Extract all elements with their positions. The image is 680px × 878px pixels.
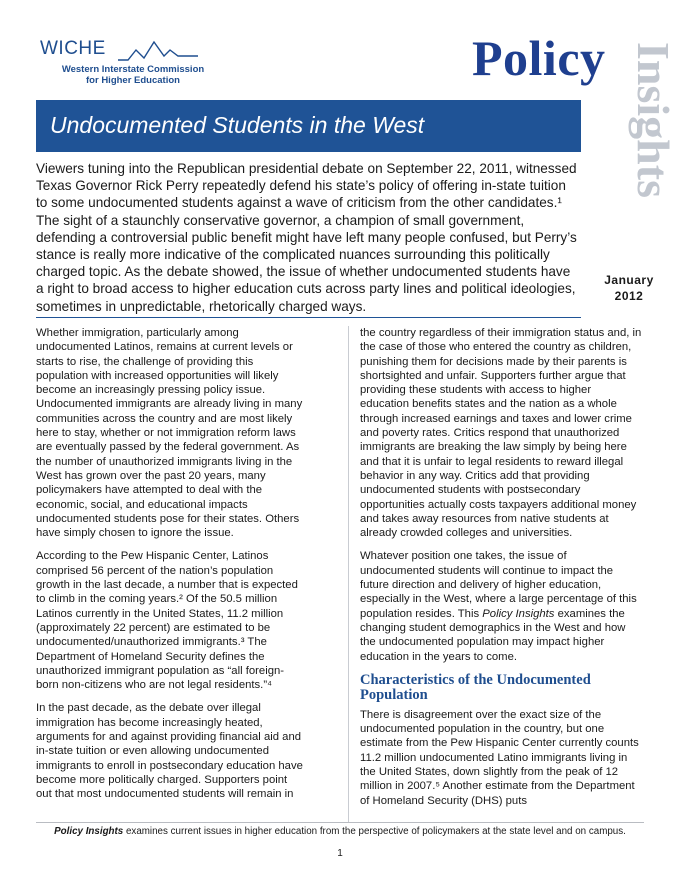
text-run: Whatever position one takes, the issue of undocumented students will continue to impact the future direction and delivery of higher education, especially in the West, where a large percentage of this population resides. This [360, 550, 637, 620]
logo-line2: for Higher Education [86, 75, 180, 86]
logo-wordmark: WICHE [40, 38, 106, 59]
footer-lead: Policy Insights [54, 826, 124, 837]
mountains-icon [118, 38, 198, 64]
logo-line1: Western Interstate Commission [61, 64, 205, 75]
masthead-insights [626, 42, 680, 262]
section-heading: Characteristics of the Undocumented Population [360, 671, 591, 704]
footer-note [36, 826, 644, 838]
body-paragraph: In the past decade, as the debate over illegal immigration has become increasingly heated, arguments for and against providing financial aid and in-state tuition or even allowing undocumented immigrants to enroll in postsecondary education have become more politically charged. Supporters point out that most undocumented students will remain in [36, 702, 303, 801]
issue-date [596, 272, 662, 304]
column-divider [348, 326, 349, 822]
body-paragraph: Whether immigration, particularly among undocumented Latinos, remains at current levels or starts to rise, the challenge of providing this population with increased opportunities will likely become an increasingly pressing policy issue. Undocumented immigrants are already living in many communities across the country and are most likely here to stay, whether or not immigration reform laws are eventually passed by the federal government. As the number of unauthorized immigrants living in the West has grown over the past 20 years, many policymakers have attempted to deal with the economic, social, and educational impacts undocumented students pose for their states. Others have simply chosen to ignore the issue. [36, 327, 303, 540]
left-column [36, 326, 306, 811]
intro-paragraph: Viewers tuning into the Republican presidential debate on September 22, 2011, witnessed Texas Governor Rick Perry repeatedly defend his state’s policy of offering in-state tuition to some undocumented students against a wave of criticism from the other candidates.¹ The sight of a staunchly conservative governor, a champion of small government, defending a controversial public benefit might have left many people confused, but Perry’s stance is really more indicative of the complicated nuances surrounding this politically charged topic. As the debate showed, the issue of whether undocumented students have a right to broad access to higher education cuts across party lines and political ideologies, sometimes in unpredictable, rhetorically charged ways. [36, 161, 577, 314]
publication-name: Policy Insights [482, 607, 555, 620]
logo-subtitle [48, 64, 218, 86]
article-title: Undocumented Students in the West [50, 112, 425, 138]
wiche-logo [40, 38, 230, 98]
article-title-bar [36, 100, 581, 152]
body-paragraph: According to the Pew Hispanic Center, Latinos comprised 56 percent of the nation’s population growth in the last decade, a number that is expected to climb in the coming years.² Of the 50.5 million Latinos currently in the United States, 11.2 million (approximately 22 percent) are estimated to be undocumented/unauthorized immigrants.³ The Department of Homeland Security defines the unauthorized immigrant population as “all foreign-born non-citizens who are not legal residents.”⁴ [36, 550, 298, 692]
issue-year: 2012 [614, 289, 644, 303]
text-run: examines the changing student demographics in the West and how the undocumented population may impact higher education in the years to come. [360, 607, 626, 663]
body-paragraph [360, 549, 642, 663]
body-paragraph: the country regardless of their immigration status and, in the case of those who entered the country as children, punishing them for decisions made by their parents is shortsighted and unfair. Supporters further argue that providing these students with access to higher education benefits states and the nation as a whole through increased earnings and taxes and lower crime and poverty rates. Critics respond that unauthorized immigrants are breaking the law simply by being here and that it is unfair to legal residents to reward illegal behavior in any way. Critics add that providing undocumented students with postsecondary opportunities actually costs taxpayers additional money and takes away resources from native students at already crowded colleges and universities. [360, 327, 642, 540]
page-number: 1 [337, 848, 343, 859]
right-column [360, 326, 642, 817]
body-paragraph: There is disagreement over the exact size of the undocumented population in the country, but one estimate from the Pew Hispanic Center currently counts 11.2 million undocumented Latino immigrants living in the United States, down slightly from the peak of 12 million in 2007.⁵ Another estimate from the Department of Homeland Security (DHS) puts [360, 708, 639, 807]
footer-divider [36, 822, 644, 823]
intro-divider [36, 317, 581, 318]
issue-month: January [604, 273, 654, 287]
masthead-insights-text: Insights [628, 42, 679, 198]
masthead-policy: Policy [472, 30, 606, 86]
footer-text: examines current issues in higher education from the perspective of policymakers at the state level and on campus. [123, 826, 626, 837]
